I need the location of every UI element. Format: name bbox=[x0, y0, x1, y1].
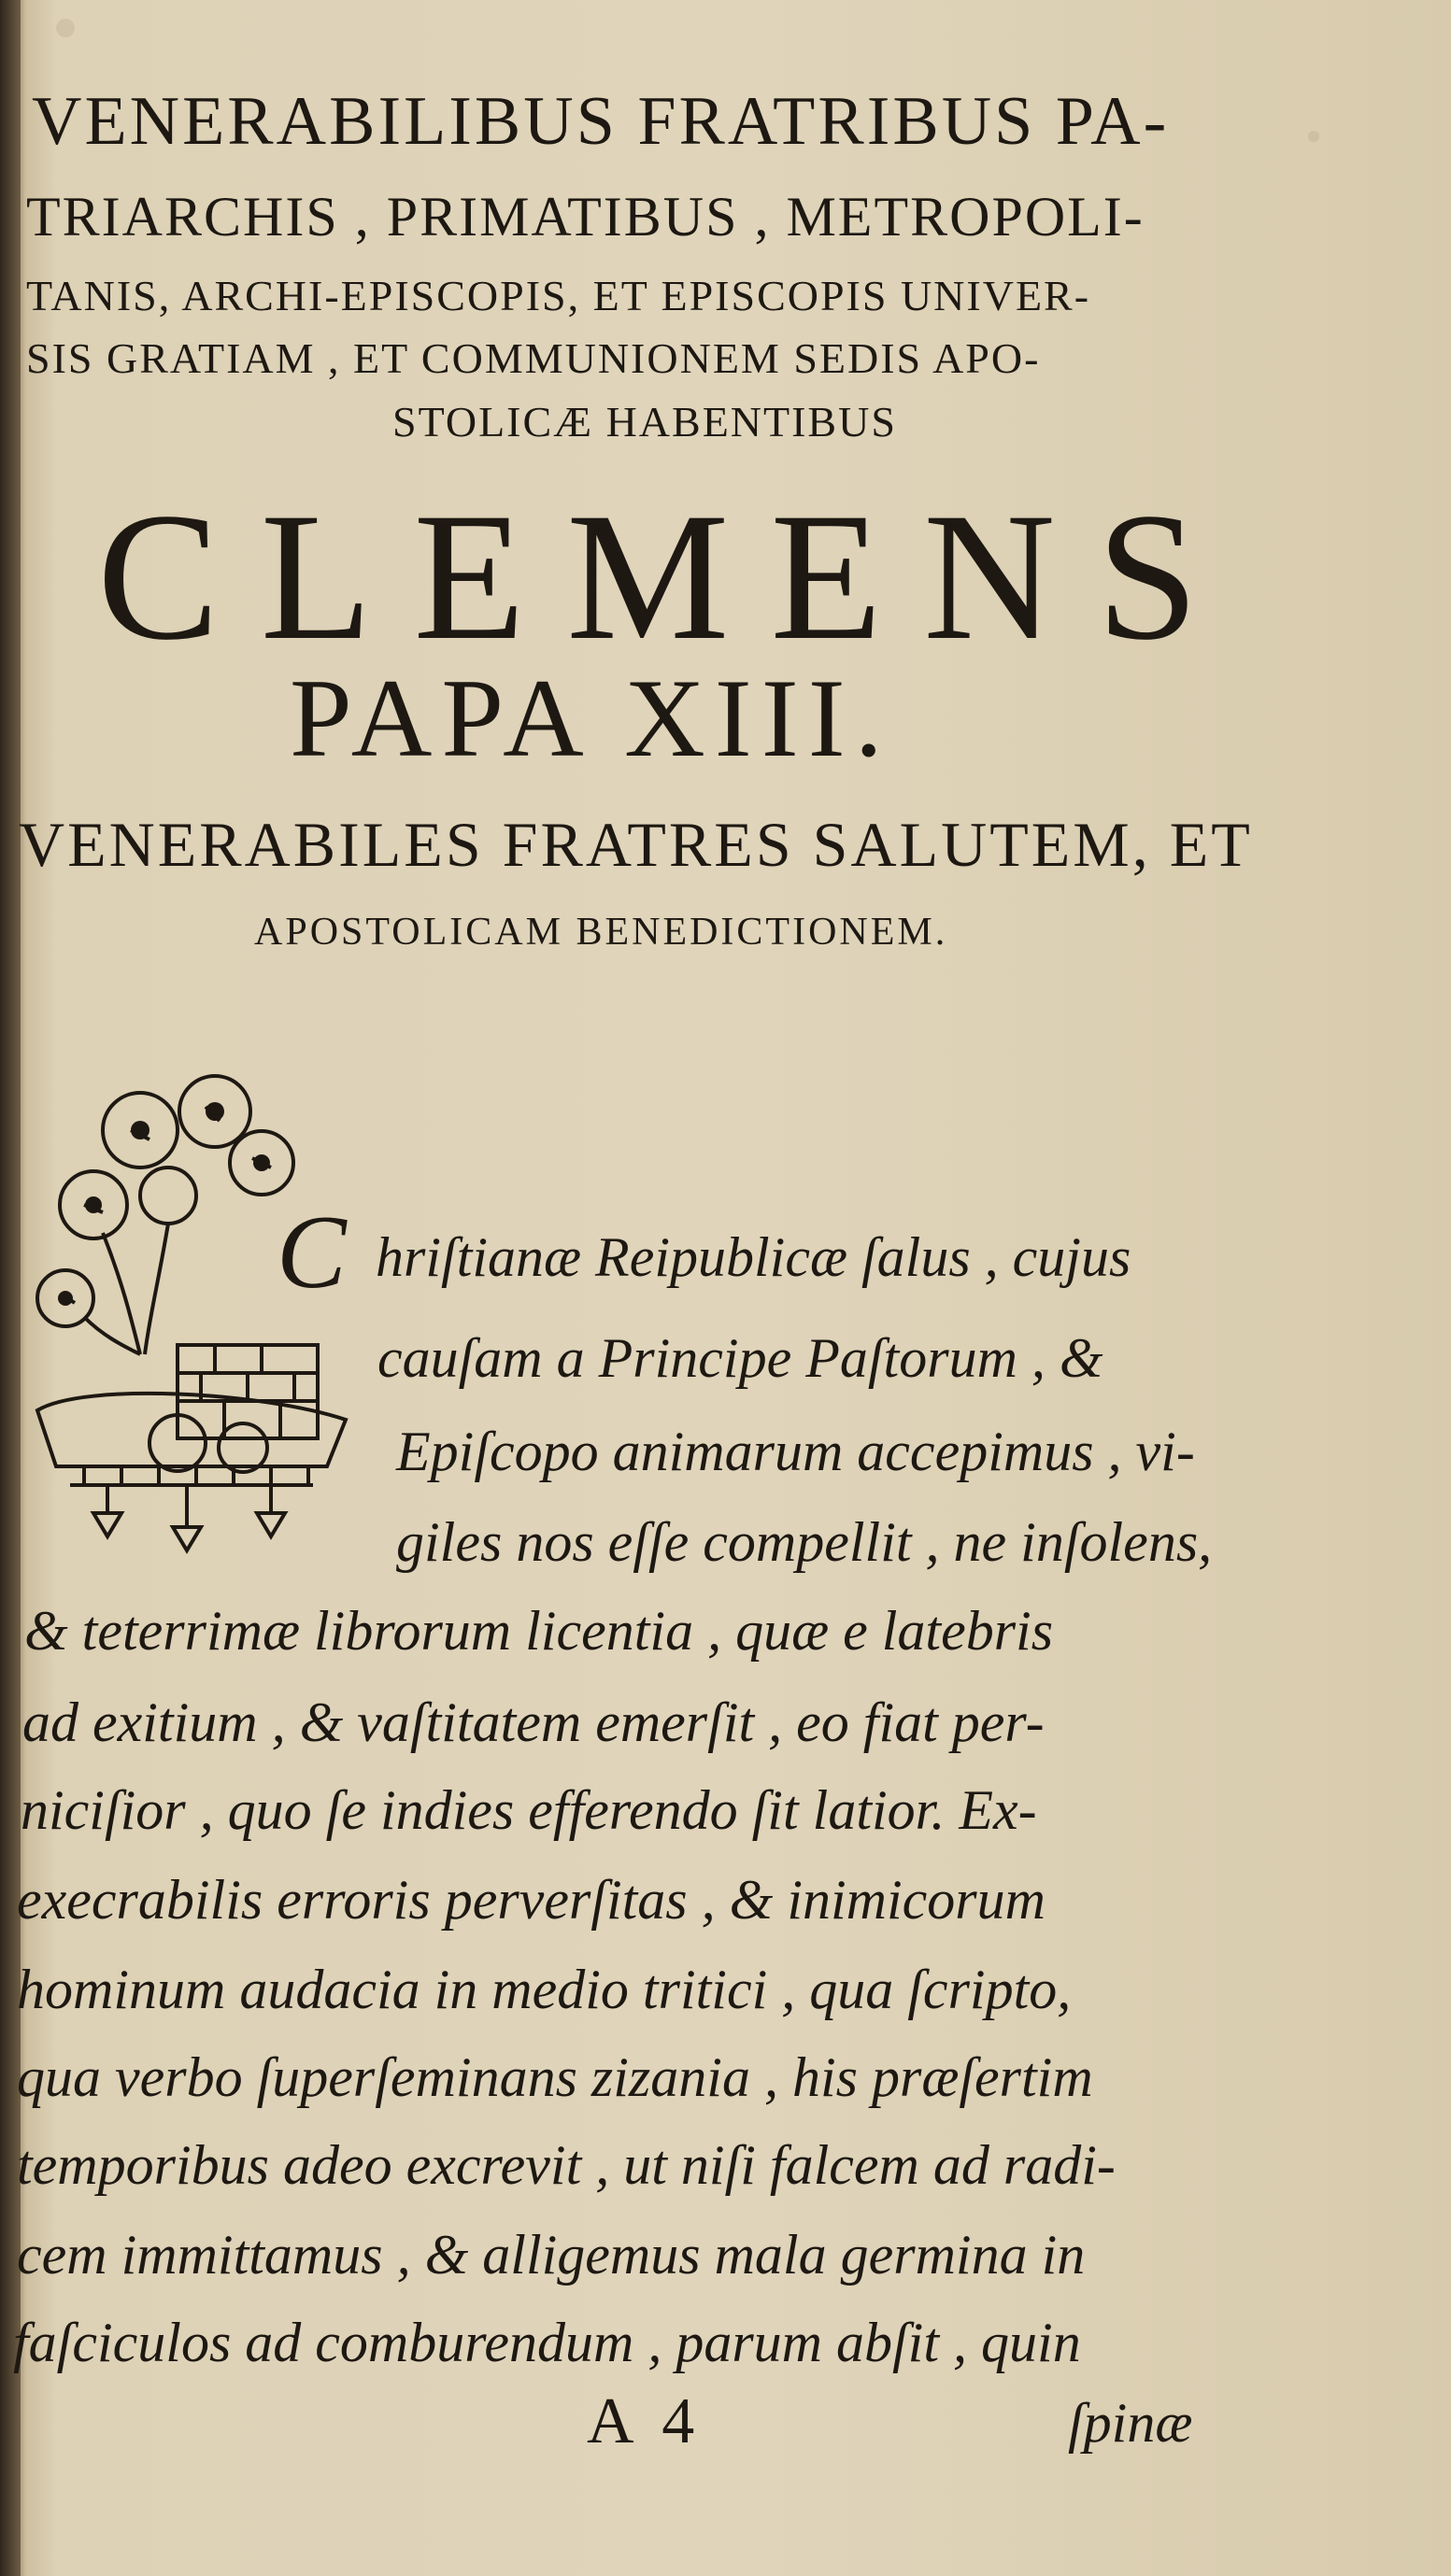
body-line-2: cauſam a Principe Paſtorum , & bbox=[377, 1327, 1103, 1389]
body-line-10: qua verbo ſuperſeminans zizania , his præſertim bbox=[17, 2046, 1093, 2108]
salutation-line-1: VENERABILES FRATRES SALUTEM, ET bbox=[19, 809, 1253, 880]
body-line-4: giles nos eſſe compellit , ne inſolens, bbox=[396, 1511, 1213, 1573]
body-line-12: cem immittamus , & alligemus mala germina in bbox=[17, 2224, 1086, 2286]
ink-speck bbox=[1308, 131, 1319, 142]
heading-line-3: TANIS, ARCHI-EPISCOPIS, ET EPISCOPIS UNIVER- bbox=[26, 272, 1091, 319]
body-line-5: & teterrimæ librorum licentia , quæ e latebris bbox=[24, 1600, 1054, 1662]
author-title: PAPA XIII. bbox=[290, 656, 892, 780]
body-line-11: temporibus adeo excrevit , ut niſi falcem ad radi- bbox=[17, 2134, 1116, 2196]
catchword: ſpinæ bbox=[1068, 2392, 1193, 2454]
drop-cap: C bbox=[277, 1195, 347, 1310]
body-line-13: faſciculos ad comburendum , parum abſit , quin bbox=[13, 2312, 1081, 2373]
body-line-3: Epiſcopo animarum accepimus , vi- bbox=[396, 1421, 1195, 1482]
heading-line-5: STOLICÆ HABENTIBUS bbox=[392, 398, 897, 446]
body-line-7: niciſior , quo ſe indies efferendo ſit latior. Ex- bbox=[21, 1779, 1037, 1841]
woodcut-ornament-icon bbox=[28, 1074, 374, 1569]
heading-line-2: TRIARCHIS , PRIMATIBUS , METROPOLI- bbox=[26, 186, 1145, 248]
salutation-line-2: APOSTOLICAM BENEDICTIONEM. bbox=[254, 911, 948, 954]
heading-line-1: VENERABILIBUS FRATRIBUS PA- bbox=[32, 83, 1170, 160]
signature-mark: A 4 bbox=[587, 2385, 703, 2457]
body-line-6: ad exitium , & vaſtitatem emerſit , eo fiat per- bbox=[22, 1691, 1045, 1753]
ink-speck bbox=[56, 19, 75, 37]
author-name: CLEMENS bbox=[97, 475, 1240, 678]
body-line-1: hriſtianæ Reipublicæ ſalus , cujus bbox=[376, 1226, 1131, 1288]
body-line-8: execrabilis erroris perverſitas , & inimicorum bbox=[17, 1869, 1046, 1931]
body-line-9: hominum audacia in medio tritici , qua ſcripto, bbox=[17, 1959, 1072, 2020]
heading-line-4: SIS GRATIAM , ET COMMUNIONEM SEDIS APO- bbox=[26, 334, 1041, 382]
